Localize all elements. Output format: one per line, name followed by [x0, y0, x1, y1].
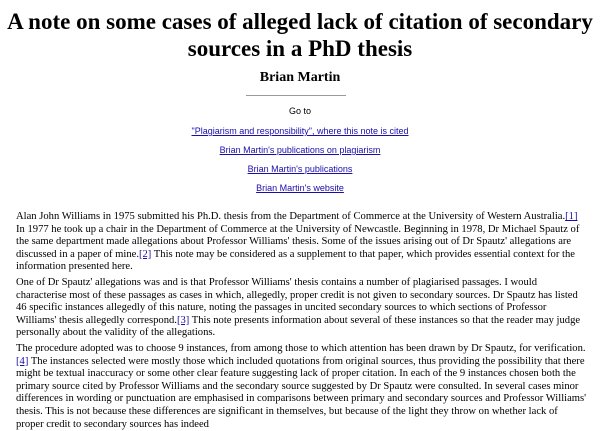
footnote-link-1[interactable]: [1] [565, 211, 578, 222]
author-name: Brian Martin [259, 70, 341, 85]
paragraph-text: One of Dr Spautz' allegations was and is that Professor Williams' thesis contains a number of plagiarised passages. I would characterise most of these passages as cases in which, allegedly, proper credit is not given to secondary sources. Dr Spautz has listed 46 specific instances allegedly of this nature, noting the passages in uncited secondary sources to which sections of Professor Williams' thesis allegedly correspond. [16, 277, 578, 326]
paragraph-3 [16, 343, 588, 431]
footnote-link-2[interactable]: [2] [138, 248, 152, 260]
paragraph-2 [16, 277, 588, 340]
paragraph-text: This note presents information about several of these instances so that the reader may judge personally about the validity of the allegations. [16, 314, 581, 339]
nav-link-item [0, 145, 600, 155]
nav-link-item [0, 164, 600, 174]
link-publications[interactable]: Brian Martin's publications [247, 164, 353, 174]
paragraph-1 [16, 211, 588, 274]
goto-label: Go to [288, 106, 311, 116]
paragraph-text: In 1977 he took up a chair in the Department of Commerce at the University of Newcastle. Beginning in 1978, Dr Michael Spautz of the same department made allegations about Professor Williams' thesis. Some of the issues arising out of Dr Spautz' allegations are discussed in a paper of mine. [16, 223, 580, 260]
paragraph-text: The procedure adopted was to choose 9 instances, from among those to which attention has been drawn by Dr Spautz, for verification. [16, 343, 586, 354]
paragraph-text: The instances selected were mostly those which included quotations from original sources, thus providing the possibility that there might be textual inaccuracy or some other clear feature suggesting lack of proper citation. In each of the 9 instances chosen both the primary source cited by Professor Williams and the secondary source suggested by Dr Spautz were consulted. In several cases minor differences in wording or punctuation are emphasised in comparisons between primary and secondary sources and Professor Williams' thesis. This is not because these differences are significant in themselves, but because of the light they throw on whether lack of proper credit to secondary sources has indeed [16, 355, 587, 430]
page-title: A note on some cases of alleged lack of citation of secondary sources in a PhD thesis [7, 9, 593, 61]
footnote-link-3[interactable]: [3] [176, 314, 190, 326]
paragraph-text: Alan John Williams in 1975 submitted his Ph.D. thesis from the Department of Commerce at the University of Western Australia. [16, 211, 566, 222]
link-plagiarism-and-responsibility[interactable]: "Plagiarism and responsibility", where this note is cited [191, 126, 409, 136]
nav-link-item [0, 183, 600, 193]
nav-link-item [0, 126, 600, 136]
link-website[interactable]: Brian Martin's website [256, 183, 344, 193]
paragraph-text: This note may be considered as a supplement to that paper, which provides essential context for the information presented here. [16, 248, 575, 273]
footnote-link-4[interactable]: [4] [16, 355, 29, 367]
divider [246, 95, 346, 96]
link-publications-on-plagiarism[interactable]: Brian Martin's publications on plagiarism [219, 145, 381, 155]
